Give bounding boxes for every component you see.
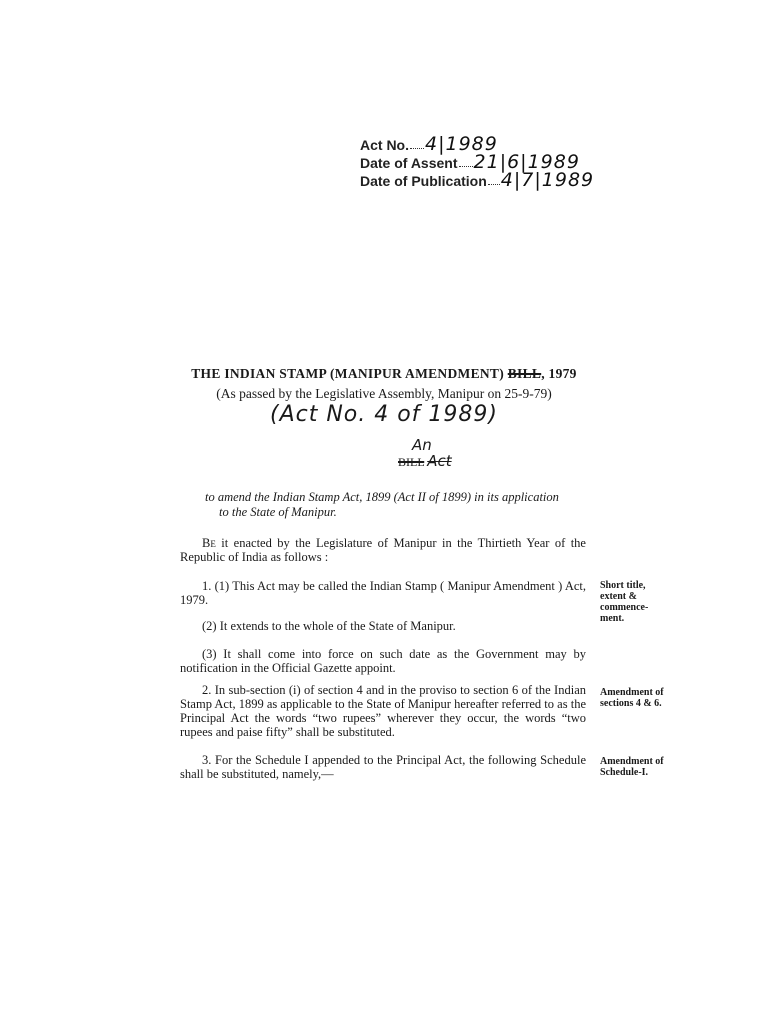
preamble (205, 490, 605, 520)
section-1-2: (2) It extends to the whole of the State of Manipur. (202, 619, 456, 633)
enacting-text: it enacted by the Legislature of Manipur in the Thirtieth Year of the Republic of India as follows : (180, 536, 586, 564)
enacting-clause (180, 536, 586, 564)
section-2: 2. In sub-section (i) of section 4 and in the proviso to section 6 of the Indian Stamp Act, 1899 as applicable to the State of Manipur hereafter referred to as the Principal Act the words “two rupees” wherever they occur, the words “two rupees and paise fifty” shall be substituted. (180, 683, 586, 739)
publication-value: 4|7|1989 (500, 169, 595, 191)
title-year: , 1979 (541, 366, 577, 381)
act-no-label: Act No. (360, 137, 409, 153)
enacting-first-word: Be (202, 536, 216, 550)
handwritten-act-number: (Act No. 4 of 1989) (269, 402, 498, 427)
document-title (0, 366, 768, 382)
struck-bill: BILL (398, 455, 425, 469)
publication-label: Date of Publication (360, 173, 487, 189)
handwritten-an: An (412, 436, 432, 454)
margin-note-short-title: Short title, extent & commence-ment. (600, 580, 649, 624)
dotted-leader (459, 166, 473, 167)
section-1-1: 1. (1) This Act may be called the Indian Stamp ( Manipur Amendment ) Act, 1979. (180, 579, 586, 607)
assent-value: 21|6|1989 (473, 151, 580, 173)
dotted-leader (488, 184, 500, 185)
handwritten-act-replacement: Act (427, 452, 452, 470)
margin-note-amend-schedule: Amendment of Schedule-I. (600, 756, 664, 778)
document-subtitle: (As passed by the Legislative Assembly, Manipur on 25-9-79) (216, 386, 552, 401)
section-1-3: (3) It shall come into force on such date as the Government may by notification in the Official Gazette appoint. (180, 647, 586, 675)
act-stamp-block (360, 135, 594, 189)
assent-label: Date of Assent (360, 155, 458, 171)
title-main: THE INDIAN STAMP (MANIPUR AMENDMENT) (191, 366, 505, 381)
preamble-line-1: to amend the Indian Stamp Act, 1899 (Act II of 1899) in its application (205, 490, 559, 504)
margin-note-amend-4-6: Amendment of sections 4 & 6. (600, 687, 664, 709)
dotted-leader (410, 148, 424, 149)
section-3: 3. For the Schedule I appended to the Principal Act, the following Schedule shall be substituted, namely,— (180, 753, 586, 781)
preamble-line-2: to the State of Manipur. (219, 505, 337, 519)
title-struck-word: BILL (507, 366, 542, 381)
publication-row (360, 171, 594, 189)
struck-bill-line (398, 452, 452, 470)
act-no-value: 4|1989 (425, 133, 498, 155)
